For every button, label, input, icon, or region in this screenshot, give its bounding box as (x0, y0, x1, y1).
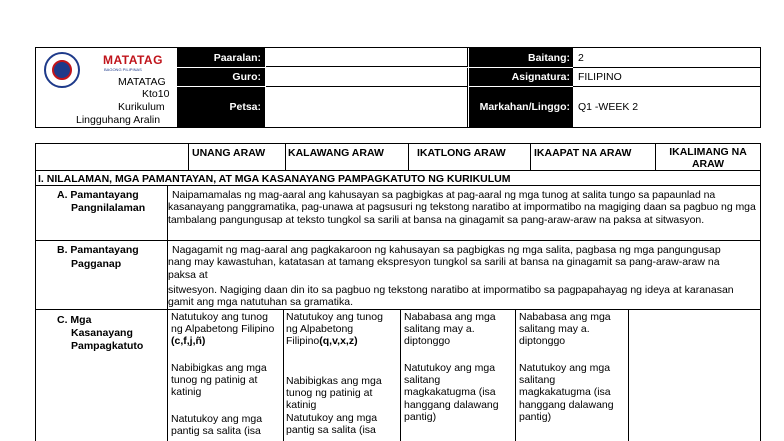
row-c-day1-p3: Natutukoy ang mga pantig sa salita (isa (171, 413, 263, 438)
petsa-field[interactable] (266, 87, 468, 127)
row-b-text-2: sitwesyon. Nagiging daan din ito sa pagbuo ng tekstong naratibo at impormatibo sa pagpapahayag ng ideya at karanasan gamit ang mga natutuhan sa gramatika. (168, 284, 734, 309)
row-c-day3-p1: Nababasa ang mga salitang may a. diptonggo (404, 311, 496, 348)
matatag-logo-subtext: BAGONG PILIPINAS (104, 67, 142, 72)
left-label-lingguhang: Lingguhang Aralin (76, 114, 161, 126)
day-header-1: UNANG ARAW (192, 147, 266, 159)
row-a-text: Naipamamalas ng mag-aaral ang kahusayan sa pagbigkas at pag-aaral ng mga tunog at salita tungo sa papaunlad na kasanayang panggramatika, pag-unawa at pagsusuri ng tekstong naratibo at impormatibo na magiging daan sa pagbuo ng mga tambalang pangungusap at teksto tungkol sa sarili at bansa na ginagamit sa pang-araw-araw na paksa at sitwasyon. (168, 189, 756, 226)
petsa-label: Petsa: (229, 101, 261, 113)
day-header-2: KALAWANG ARAW (288, 147, 384, 159)
baitang-value[interactable]: 2 (578, 52, 584, 64)
left-label-kto10: Kto10 (142, 88, 170, 100)
row-c-day2-p1-bold: (q,v,x,z) (319, 335, 358, 348)
row-c-day4-p1: Nababasa ang mga salitang may a. diptonggo (519, 311, 611, 348)
row-c-day1-p1-text: Natutukoy ang tunog ng Alpabetong Filipino (171, 311, 275, 336)
paaralan-label: Paaralan: (213, 52, 261, 64)
day-header-3: IKATLONG ARAW (417, 147, 506, 159)
section-title: I. NILALAMAN, MGA PAMANTAYAN, AT MGA KASANAYANG PAMPAGKATUTO NG KURIKULUM (38, 173, 511, 185)
row-c-day1-p1 (171, 311, 281, 348)
markahan-value[interactable]: Q1 -WEEK 2 (578, 101, 639, 113)
row-c-label-2: Kasanayang (71, 327, 133, 339)
row-c-label-3: Pampagkatuto (71, 340, 144, 352)
asignatura-label: Asignatura: (511, 71, 570, 83)
left-label-matatag: MATATAG (118, 76, 166, 88)
baitang-label: Baitang: (528, 52, 570, 64)
guro-label: Guro: (232, 71, 261, 83)
row-c-day4-p2: Natutukoy ang mga salitang magkakatugma (isa hanggang dalawang pantig) (519, 362, 614, 423)
markahan-label: Markahan/Linggo: (479, 101, 570, 113)
row-b-label-1: B. Pamantayang (57, 244, 139, 256)
row-b-text-1: Nagagamit ng mag-aaral ang pagkakaroon ng kahusayan sa pagbigkas ng mga salita, pagbasa ng mga pangungusap nang may kawastuhan, katatasan at tamang ekspresyon tungkol sa sarili at bansa na ginagamit sa pang-araw-araw na paksa at (168, 244, 721, 281)
asignatura-value[interactable]: FILIPINO (578, 71, 622, 83)
row-c-day1-p2: Nabibigkas ang mga tunog ng patinig at katinig (171, 362, 267, 399)
row-c-day2-p3: Natutukoy ang mga pantig sa salita (isa (286, 412, 378, 437)
row-b-label-2: Pagganap (71, 258, 122, 270)
row-c-day3-p2: Natutukoy ang mga salitang magkakatugma (isa hanggang dalawang pantig) (404, 362, 499, 423)
row-c-day2-p2: Nabibigkas ang mga tunog ng patinig at katinig (286, 375, 382, 412)
row-c-day1-p1-bold: (c,f,j,ñ) (171, 335, 206, 348)
row-c-day2-p1 (286, 311, 386, 348)
row-a-label-1: A. Pamantayang (57, 189, 139, 201)
guro-field[interactable] (266, 68, 468, 87)
deped-seal-inner-icon (52, 60, 72, 80)
paaralan-field[interactable] (266, 48, 468, 67)
row-a-label-2: Pangnilalaman (71, 202, 146, 214)
row-c-day2-p1-text: Natutukoy ang tunog ng Alpabetong Filipino (286, 311, 383, 348)
left-label-kurikulum: Kurikulum (118, 101, 165, 113)
row-c-label-1: C. Mga (57, 314, 92, 326)
day-header-4: IKAAPAT NA ARAW (534, 147, 632, 159)
day-header-5: IKALIMANG NA ARAW (669, 146, 747, 170)
matatag-logo-text: MATATAG (103, 53, 163, 67)
